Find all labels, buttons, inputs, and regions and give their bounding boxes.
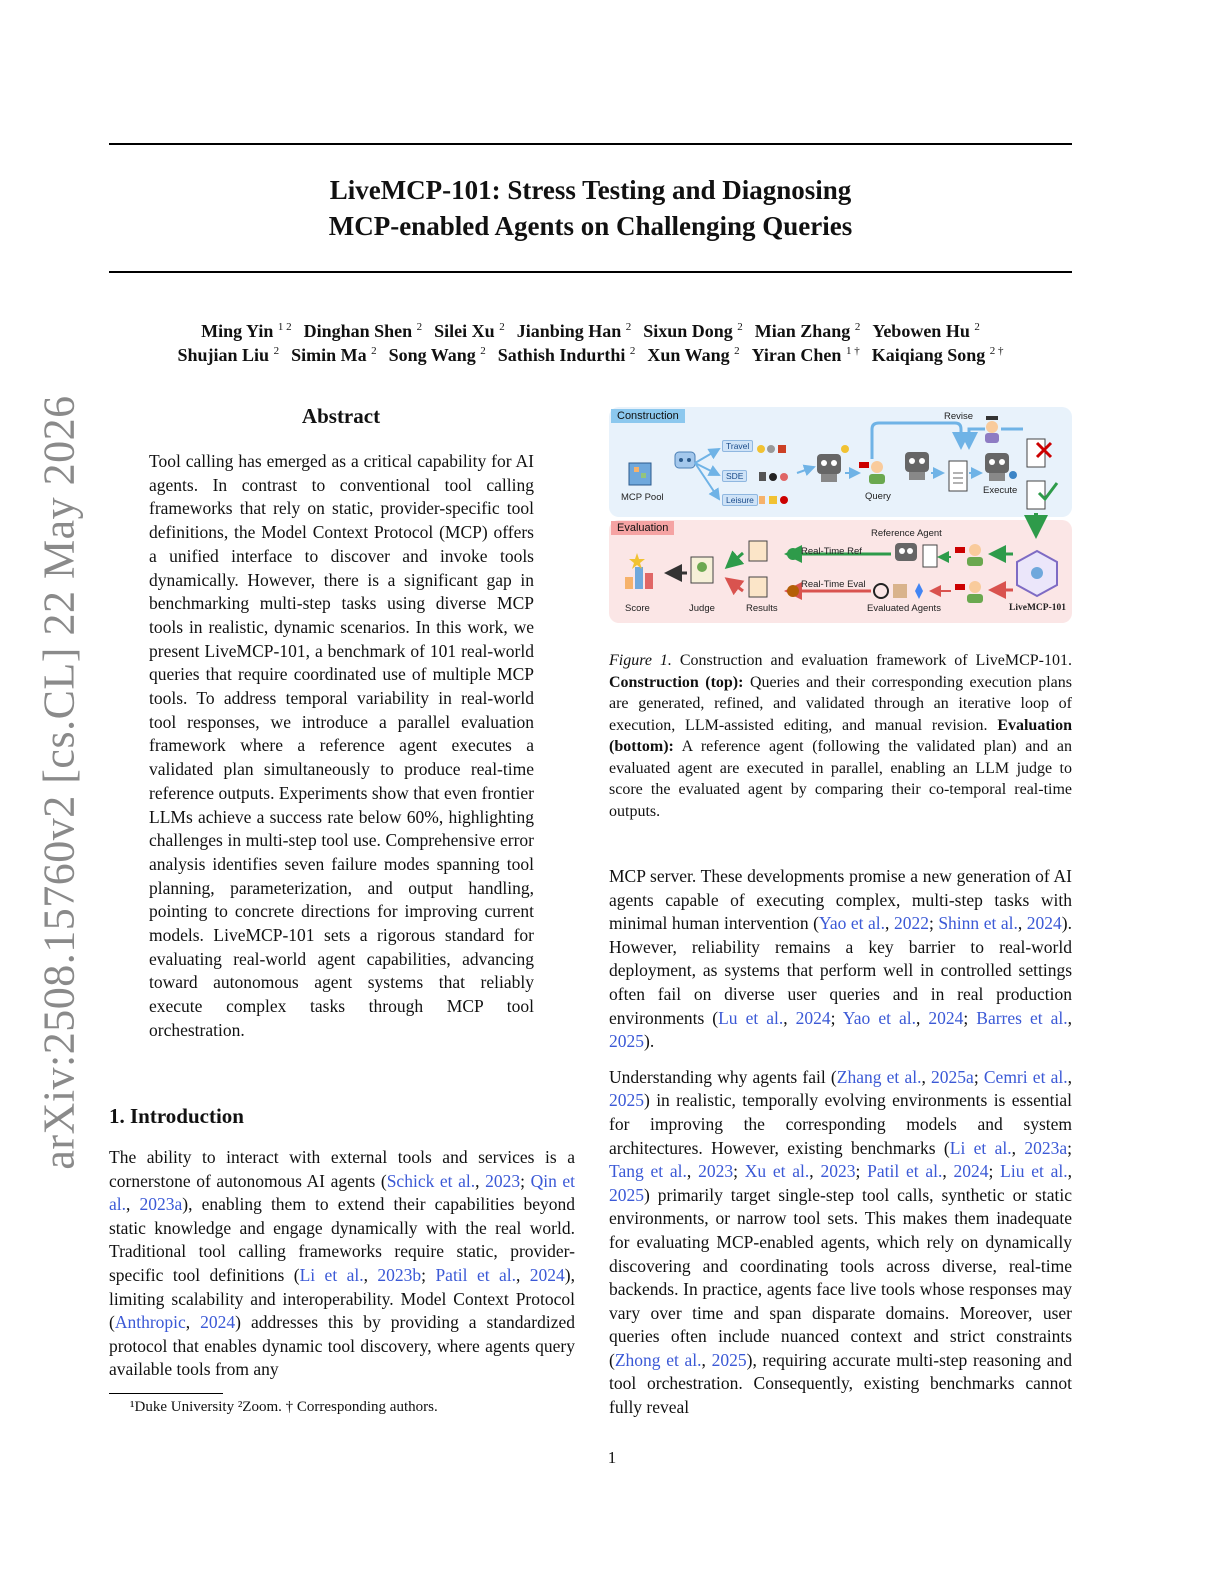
authors-row-2 — [109, 339, 1072, 367]
fig-realtime-ref-label: Real-Time Ref — [801, 546, 862, 557]
author-affiliation: 2 — [734, 345, 740, 357]
query-user-icon — [859, 461, 885, 484]
citation-link[interactable]: Li et al. — [299, 1264, 364, 1285]
citation-link[interactable]: Cemri et al. — [983, 1066, 1068, 1087]
tool-icons — [757, 445, 788, 504]
executor-robot-icon — [985, 453, 1017, 481]
citation-link[interactable]: Shinn et al. — [938, 913, 1018, 934]
fig-query-label: Query — [865, 491, 891, 502]
fig-score-label: Score — [625, 603, 650, 614]
fig-reference-agent-label: Reference Agent — [871, 528, 942, 539]
footnote: ¹Duke University ²Zoom. † Corresponding authors. — [130, 1399, 438, 1415]
author-name: Sathish Indurthi $^2$ — [497, 345, 636, 365]
author-name: Song Wang $^2$ — [388, 345, 486, 365]
reference-user-icon — [955, 544, 983, 566]
citation-link[interactable]: 2024 — [529, 1264, 565, 1285]
citation-link[interactable]: 2023 — [698, 1161, 734, 1182]
ref-globe-icon — [787, 548, 799, 560]
citation-link[interactable]: 2023 — [485, 1170, 521, 1191]
author-affiliation: 2 — [273, 345, 280, 357]
caption-construction-text: Queries and their corresponding execution plans are generated, refined, and validated through an iterative loop of execution, LLM-assisted editing, and manual revision. — [609, 673, 1072, 734]
evaluated-user-icon — [955, 581, 983, 603]
title-bottom-rule — [109, 271, 1072, 273]
plan-doc-icon — [949, 461, 967, 491]
eval-globe-icon — [787, 585, 799, 597]
mcp-pool-icon — [629, 463, 651, 485]
author-affiliation: 2 — [854, 321, 861, 333]
author-affiliation: 2 — [499, 321, 505, 333]
citation-link[interactable]: Qin et al. — [109, 1170, 576, 1215]
evaluation-tag: Evaluation — [611, 521, 674, 535]
author-affiliation: 2 — [480, 345, 486, 357]
citation-link[interactable]: Patil et al. — [867, 1161, 943, 1182]
intro-paragraph-1: The ability to interact with external tools and services is a cornerstone of autonomous AI agents (Schick et al., 2023; Qin et al., 2023a), enabling them to extend their capabilities beyond static knowledge and engage dynamically with the real world. Traditional tool calling frameworks require static, provider-specific tool definitions (Li et al., 2023b; Patil et al., 2024), limiting scalability and interoperability. Model Context Protocol (Anthropic, 2024) addresses this by providing a standardized protocol that enables dynamic tool discovery, where agents query available tools from any — [109, 1147, 576, 1380]
fig-judge-label: Judge — [689, 603, 715, 614]
citation-link[interactable]: Zhang et al. — [836, 1066, 922, 1087]
author-name: Jianbing Han $^2$ — [516, 321, 632, 341]
evaluated-model-icons — [874, 583, 923, 599]
judge-icon — [691, 557, 713, 583]
figure-diagram — [609, 407, 1072, 623]
fig-results-label: Results — [746, 603, 778, 614]
author-name: Simin Ma $^2$ — [291, 345, 377, 365]
citation-link[interactable]: Barres et al. — [976, 1007, 1068, 1028]
citation-link[interactable]: Anthropic — [114, 1312, 186, 1333]
author-name: Shujian Liu $^2$ — [177, 345, 280, 365]
caption-evaluation-text: A reference agent (following the validated plan) and an evaluated agent are executed in parallel, enabling an LLM judge to score the evaluated agent by comparing their co-temporal real-time outputs. — [609, 738, 1072, 820]
citation-link[interactable]: Patil et al. — [435, 1264, 516, 1285]
results-icons — [749, 541, 767, 597]
title-top-rule — [109, 143, 1072, 145]
author-affiliation: 2 — [416, 321, 423, 333]
reference-robot-icon — [895, 543, 917, 561]
llm-robot-icon — [817, 445, 849, 482]
author-name: Yiran Chen $^{1 \dagger}$ — [751, 345, 860, 365]
title-line-1: LiveMCP-101: Stress Testing and Diagnosing — [329, 175, 852, 205]
author-affiliation: 1 † — [845, 345, 860, 357]
citation-link[interactable]: Zhong et al. — [614, 1349, 702, 1370]
mcp-server-icon — [675, 449, 719, 499]
citation-link[interactable]: 2024 — [928, 1007, 964, 1028]
author-name: Ming Yin $^{1 2}$ — [201, 321, 292, 341]
citation-link[interactable]: Xu et al. — [744, 1161, 810, 1182]
fig-chip-travel: Travel — [722, 440, 753, 452]
citation-link[interactable]: 2025 — [711, 1349, 747, 1370]
citation-link[interactable]: 2022 — [893, 913, 929, 934]
abstract-heading: Abstract — [301, 404, 381, 428]
intro-column-right — [609, 865, 1072, 1420]
author-affiliation: 2 — [974, 321, 980, 333]
figure-1 — [609, 407, 1072, 623]
citation-link[interactable]: Yao et al. — [818, 913, 886, 934]
author-affiliation: 1 2 — [277, 321, 292, 333]
arxiv-stamp — [14, 395, 104, 1170]
citation-link[interactable]: Li et al. — [949, 1137, 1012, 1158]
author-name: Silei Xu $^2$ — [434, 321, 505, 341]
author-name: Yebowen Hu $^2$ — [872, 321, 980, 341]
citation-link[interactable]: Schick et al. — [386, 1170, 476, 1191]
verified-plan-icons — [1027, 439, 1057, 509]
citation-link[interactable]: Yao et al. — [842, 1007, 916, 1028]
author-affiliation: 2 — [371, 345, 377, 357]
citation-link[interactable]: 2024 — [200, 1312, 236, 1333]
citation-link[interactable]: 2025 — [609, 1184, 644, 1205]
fig-chip-leisure: Leisure — [722, 494, 758, 506]
intro-column-left — [109, 1146, 575, 1382]
citation-link[interactable]: 2023a — [139, 1194, 183, 1215]
fig-realtime-eval-label: Real-Time Eval — [801, 579, 866, 590]
author-name: Xun Wang $^2$ — [647, 345, 740, 365]
caption-evaluation-head: Evaluation (bottom): — [609, 716, 1072, 755]
citation-link[interactable]: 2023 — [820, 1161, 856, 1182]
arxiv-stamp-text: arXiv:2508.15760v2 [cs.CL] 22 May 2026 — [34, 395, 84, 1170]
construction-tag: Construction — [611, 409, 685, 423]
fig-chip-sde: SDE — [722, 470, 747, 482]
author-affiliation: 2 † — [989, 345, 1004, 357]
author-affiliation: 2 — [737, 321, 743, 333]
caption-intro: Construction and evaluation framework of LiveMCP-101. — [671, 652, 1072, 669]
citation-link[interactable]: Lu et al. — [718, 1007, 784, 1028]
livemcp-hex-icon — [1017, 551, 1057, 596]
author-name: Sixun Dong $^2$ — [643, 321, 743, 341]
planner-robot-icon — [905, 452, 929, 480]
author-affiliation: 2 — [629, 345, 636, 357]
paper-title — [109, 172, 1072, 244]
author-name: Dinghan Shen $^2$ — [303, 321, 423, 341]
fig-mcp-pool-label: MCP Pool — [621, 492, 664, 503]
author-affiliation: 2 — [625, 321, 632, 333]
citation-link[interactable]: 2024 — [795, 1007, 831, 1028]
title-line-2: MCP-enabled Agents on Challenging Queries — [328, 211, 853, 241]
abstract-body: Tool calling has emerged as a critical capability for AI agents. In contrast to conventional tool calling frameworks that rely on static, provider-specific tool definitions, the Model Context Protocol (MCP) offers a unified interface to discover and invoke tools dynamically. However, there is a significant gap in benchmarking multi-step tasks using diverse MCP tools in realistic, dynamic scenarios. In this work, we present LiveMCP-101, a benchmark of 101 real-world queries that require coordinated use of multiple MCP tools. To address temporal variability in real-world tool responses, we introduce a parallel evaluation framework where a reference agent executes a validated plan simultaneously to produce real-time reference outputs. Experiments show that even frontier LLMs achieve a success rate below 60%, highlighting challenges in multi-step tool use. Comprehensive error analysis identifies seven failure modes spanning tool planning, parameterization, and output handling, pointing to concrete directions for improving current models. LiveMCP-101 sets a rigorous standard for evaluating real-world agent capabilities, advancing toward autonomous agent systems that reliably execute complex tasks through MCP tool orchestration. — [149, 451, 534, 1040]
citation-link[interactable]: 2024 — [953, 1161, 989, 1182]
citation-link[interactable]: 2024 — [1026, 913, 1062, 934]
intro-paragraph-2: MCP server. These developments promise a new generation of AI agents capable of executing complex, multi-step tasks with minimal human intervention (Yao et al., 2022; Shinn et al., 2024). However, reliability remains a key barrier to real-world deployment, as systems that perform well in controlled settings often fail on diverse user queries and in real production environments (Lu et al., 2024; Yao et al., 2024; Barres et al., 2025). — [609, 866, 1073, 1052]
reference-plan-icon — [923, 545, 937, 567]
fig-execute-label: Execute — [983, 485, 1018, 496]
fig-revise-label: Revise — [944, 411, 974, 422]
intro-heading: 1. Introduction — [109, 1104, 244, 1128]
citation-link[interactable]: Tang et al. — [609, 1161, 687, 1182]
caption-construction-head: Construction (top): — [609, 673, 744, 691]
fig-livemcp-label: LiveMCP-101 — [1009, 603, 1066, 613]
citation-link[interactable]: 2025 — [609, 1031, 644, 1052]
page-number: 1 — [607, 1448, 617, 1467]
revise-person-icon — [985, 416, 999, 443]
author-name: Mian Zhang $^2$ — [754, 321, 861, 341]
author-name: Kaiqiang Song $^{2 \dagger}$ — [871, 345, 1004, 365]
citation-link[interactable]: 2023a — [1024, 1137, 1068, 1158]
caption-label: Figure 1. — [609, 652, 672, 669]
score-icon — [625, 553, 653, 589]
citation-link[interactable]: 2023b — [377, 1264, 422, 1285]
intro-paragraph-3: Understanding why agents fail (Zhang et al., 2025a; Cemri et al., 2025) in realistic, temporally evolving environments is essential for improving the corresponding models and system architectures. However, existing benchmarks (Li et al., 2023a; Tang et al., 2023; Xu et al., 2023; Patil et al., 2024; Liu et al., 2025) primarily target single-step tool calls, synthetic or static environments, or narrow tool sets. This makes them inadequate for evaluating MCP-enabled agents, which rely on dynamically discovering and coordinating tools across diverse, real-time backends. In practice, agents face live tools whose responses may vary over time and span disparate domains. Moreover, user queries often include nuanced context and strict constraints (Zhong et al., 2025), requiring accurate multi-step reasoning and tool orchestration. Consequently, existing benchmarks cannot fully reveal — [609, 1066, 1073, 1418]
citation-link[interactable]: Liu et al. — [1000, 1161, 1068, 1182]
citation-link[interactable]: 2025a — [931, 1066, 974, 1087]
figure-1-caption — [609, 650, 1072, 822]
citation-link[interactable]: 2025 — [609, 1090, 644, 1111]
fig-evaluated-agents-label: Evaluated Agents — [867, 603, 941, 614]
footnote-rule — [109, 1393, 223, 1394]
